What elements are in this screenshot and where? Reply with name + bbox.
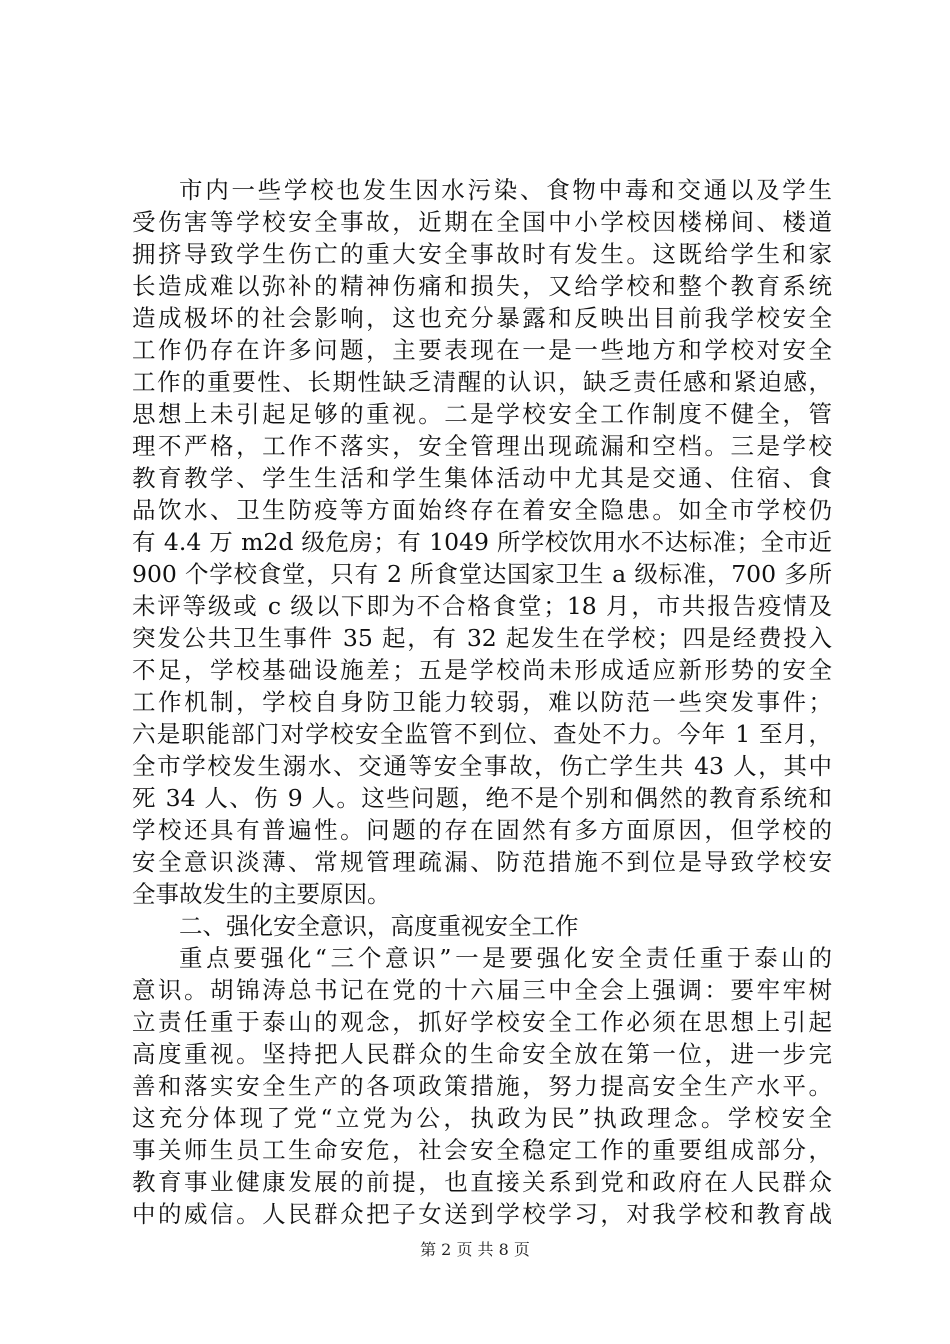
text-line: 意识。胡锦涛总书记在党的十六届三中全会上强调：要牢牢树 <box>132 976 832 1004</box>
text-line: 教育事业健康发展的前提，也直接关系到党和政府在人民群众 <box>132 1168 832 1196</box>
text-line: 拥挤导致学生伤亡的重大安全事故时有发生。这既给学生和家 <box>132 240 832 268</box>
body-text <box>132 174 832 1230</box>
text-line: 工作的重要性、长期性缺乏清醒的认识，缺乏责任感和紧迫感， <box>132 368 832 396</box>
text-line: 全事故发生的主要原因。 <box>132 880 391 908</box>
text-line: 安全意识淡薄、常规管理疏漏、防范措施不到位是导致学校安 <box>132 848 832 876</box>
text-line: 这充分体现了党“立党为公，执政为民”执政理念。学校安全 <box>132 1104 832 1132</box>
text-line: 工作仍存在许多问题，主要表现在一是一些地方和学校对安全 <box>132 336 832 364</box>
text-line: 死 34 人、伤 9 人。这些问题，绝不是个别和偶然的教育系统和 <box>132 784 832 812</box>
text-line: 市内一些学校也发生因水污染、食物中毒和交通以及学生 <box>179 176 832 204</box>
text-line: 高度重视。坚持把人民群众的生命安全放在第一位，进一步完 <box>132 1040 832 1068</box>
page-footer <box>0 1240 950 1260</box>
text-line: 学校还具有普遍性。问题的存在固然有多方面原因，但学校的 <box>132 816 832 844</box>
text-line: 有 4.4 万 m2d 级危房；有 1049 所学校饮用水不达标准；全市近 <box>132 528 832 556</box>
text-line: 六是职能部门对学校安全监管不到位、查处不力。今年 1 至月， <box>132 720 832 748</box>
text-line: 立责任重于泰山的观念，抓好学校安全工作必须在思想上引起 <box>132 1008 832 1036</box>
text-line: 长造成难以弥补的精神伤痛和损失，又给学校和整个教育系统 <box>132 272 832 300</box>
text-line: 900 个学校食堂，只有 2 所食堂达国家卫生 a 级标准，700 多所 <box>132 560 832 588</box>
text-line: 造成极坏的社会影响，这也充分暴露和反映出目前我学校安全 <box>132 304 832 332</box>
text-line: 思想上未引起足够的重视。二是学校安全工作制度不健全，管 <box>132 400 832 428</box>
text-line: 理不严格，工作不落实，安全管理出现疏漏和空档。三是学校 <box>132 432 832 460</box>
text-line: 品饮水、卫生防疫等方面始终存在着安全隐患。如全市学校仍 <box>132 496 832 524</box>
text-line: 未评等级或 c 级以下即为不合格食堂；18 月，市共报告疫情及 <box>132 592 832 620</box>
text-line: 重点要强化“三个意识”一是要强化安全责任重于泰山的 <box>179 944 832 972</box>
text-line: 善和落实安全生产的各项政策措施，努力提高安全生产水平。 <box>132 1072 832 1100</box>
text-line: 中的威信。人民群众把子女送到学校学习，对我学校和教育战 <box>132 1200 832 1228</box>
text-line: 全市学校发生溺水、交通等安全事故，伤亡学生共 43 人，其中 <box>132 752 832 780</box>
page-number-label: 第 2 页 共 8 页 <box>420 1240 530 1259</box>
text-line: 工作机制，学校自身防卫能力较弱，难以防范一些突发事件； <box>132 688 832 716</box>
text-line: 教育教学、学生生活和学生集体活动中尤其是交通、住宿、食 <box>132 464 832 492</box>
text-line: 事关师生员工生命安危，社会安全稳定工作的重要组成部分， <box>132 1136 832 1164</box>
text-line: 不足，学校基础设施差；五是学校尚未形成适应新形势的安全 <box>132 656 832 684</box>
text-line: 受伤害等学校安全事故，近期在全国中小学校因楼梯间、楼道 <box>132 208 832 236</box>
text-line: 突发公共卫生事件 35 起，有 32 起发生在学校；四是经费投入 <box>132 624 832 652</box>
section-heading: 二、强化安全意识，高度重视安全工作 <box>179 912 579 940</box>
